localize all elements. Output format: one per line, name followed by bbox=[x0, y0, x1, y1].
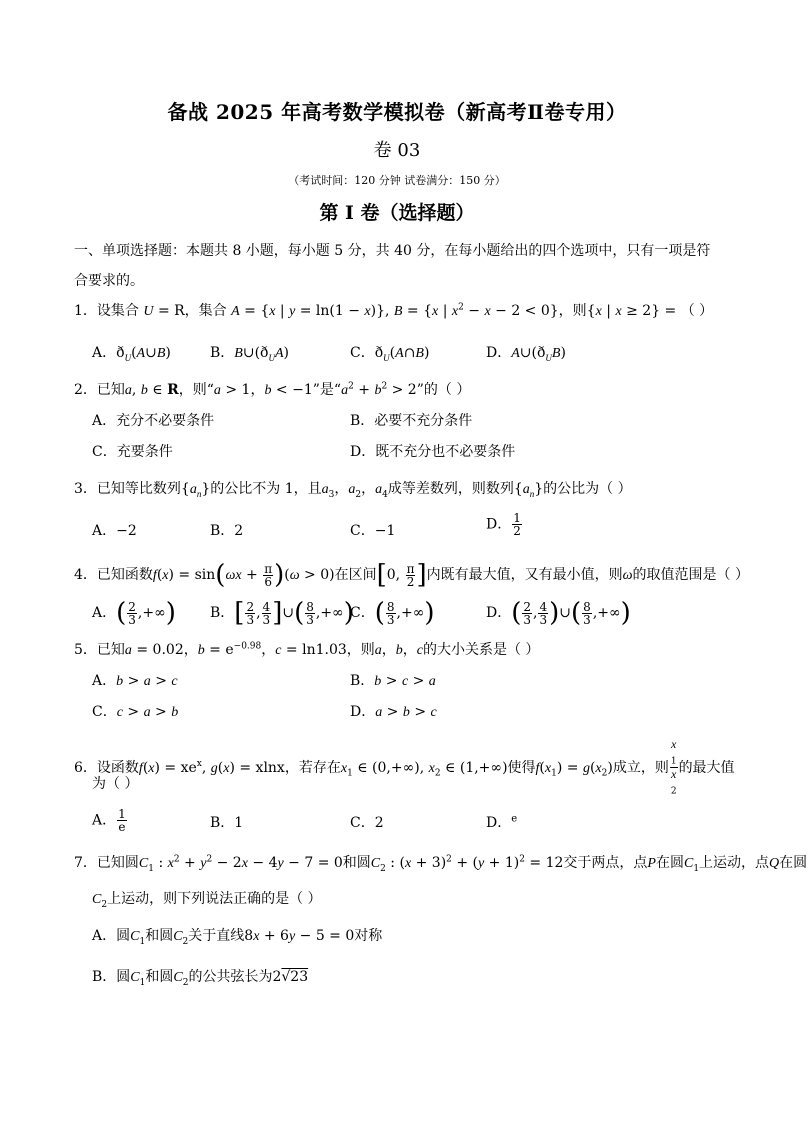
exam-subtitle: 卷 03 bbox=[373, 140, 421, 161]
q2-option-a[interactable]: A．充分不必要条件 bbox=[92, 413, 215, 429]
question-5: 5．已知a = 0.02，$b = e^{-0.98}$，c = ln1.03，则a，b，c的大小关系是（ ） bbox=[74, 641, 540, 658]
q4-option-c[interactable]: C．( $\frac{8}{3}$ ,+∞) bbox=[350, 598, 435, 628]
q2-option-b[interactable]: B．必要不充分条件 bbox=[350, 413, 473, 429]
question-7-cont: $C_2$上运动，则下列说法正确的是（ ） bbox=[92, 891, 322, 910]
exam-time-note: （考试时间：120 分钟 试卷满分：150 分） bbox=[288, 174, 506, 187]
question-7: 7．已知圆$C_1$ : $x^2 + y^2 - 2x - 4y - 7 = 0$和圆$C_2$ : $(x + 3)^2 + (y + 1)^2 = 12$交于两点，点P在圆$C_1$上运动，点Q在圆 bbox=[74, 854, 807, 874]
q1-option-b[interactable]: B．$B\cup(ð_UA)$ bbox=[210, 345, 290, 363]
q3-option-b[interactable]: B．2 bbox=[210, 523, 244, 539]
q4-option-b[interactable]: B．[ $\frac{2}{3}$ , $\frac{4}{3}$ ]∪( $\frac{8}{3}$ ,+∞) bbox=[210, 598, 354, 628]
question-6: 6．设函数$f(x) = xe^x$, g(x) = xlnx，若存在$x_1$ ∈ (0,+∞), $x_2$ ∈ (1,+∞)使得$f(x_1) = g(x_2)$成立，则 x $_1$ x $_2$ 的最大值 bbox=[74, 737, 735, 797]
question-6-cont: 为（ ） bbox=[92, 776, 139, 792]
q6-option-c[interactable]: C．2 bbox=[350, 815, 384, 831]
q2-option-c[interactable]: C．充要条件 bbox=[92, 444, 173, 460]
q3-option-d[interactable]: D． $\frac{1}{2}$ bbox=[486, 511, 521, 538]
q1-option-c[interactable]: C．$ð_U(A\cap B)$ bbox=[350, 345, 430, 363]
section-title: 第 I 卷（选择题） bbox=[319, 202, 475, 224]
q7-option-b[interactable]: B．圆$C_1$和圆$C_2$的公共弦长为2√23 bbox=[92, 969, 309, 988]
q5-option-a[interactable]: A．b > a > c bbox=[92, 673, 178, 689]
q6-option-a[interactable]: A． $\frac{1}{e}$ bbox=[92, 807, 126, 834]
q5-option-c[interactable]: C．c > a > b bbox=[92, 704, 179, 720]
q7-option-a[interactable]: A．圆$C_1$和圆$C_2$关于直线8x + 6y − 5 = 0对称 bbox=[92, 928, 383, 947]
q1-option-d[interactable]: D．$A\cup(ð_UB)$ bbox=[486, 345, 566, 363]
question-3: 3．已知等比数列$\{a_n\}$的公比不为 1，且$a_3$，$a_2$，$a_4$成等差数列，则数列$\{a_n\}$的公比为（ ） bbox=[74, 481, 632, 500]
exam-title: 备战 2025 年高考数学模拟卷（新高考Ⅱ卷专用） bbox=[167, 100, 627, 124]
section-intro: 一、单项选择题：本题共 8 小题，每小题 5 分，共 40 分，在每小题给出的四个选项中，只有一项是符合要求的。 bbox=[74, 243, 711, 289]
q5-option-b[interactable]: B．b > c > a bbox=[350, 673, 436, 689]
q1-option-a[interactable]: A．$ð_U(A\cup B)$ bbox=[92, 345, 171, 363]
q4-option-a[interactable]: A．( $\frac{2}{3}$ ,+∞) bbox=[92, 598, 176, 628]
q4-option-d[interactable]: D．( $\frac{2}{3}$ , $\frac{4}{3}$ )∪( $\frac{8}{3}$ ,+∞) bbox=[486, 598, 631, 628]
q6-option-b[interactable]: B．1 bbox=[210, 815, 244, 831]
question-4: 4．已知函数f(x) = sin(ωx + $\frac{\pi}{6}$ )(ω > 0)在区间[0, $\frac{\pi}{2}$ ]内既有最大值，又有最小值，则ω的取值范围是（ ） bbox=[74, 560, 749, 590]
question-1: 1．设集合 U = R，集合 A = {x | y = ln(1 − x)}, B = {x | $x^2 - x - 2 < 0$}，则{x | x ≥ 2} = （ ） bbox=[74, 302, 714, 319]
q3-option-a[interactable]: A．−2 bbox=[92, 523, 137, 539]
q6-option-d[interactable]: D．$^e$ bbox=[486, 813, 518, 831]
q5-option-d[interactable]: D．a > b > c bbox=[350, 704, 437, 720]
q2-option-d[interactable]: D．既不充分也不必要条件 bbox=[350, 444, 516, 460]
question-2: 2．已知a, b ∈ R，则“a > 1，b < −1”是“$a^2 + b^2 > 2$”的（ ） bbox=[74, 381, 471, 398]
q3-option-c[interactable]: C．−1 bbox=[350, 523, 396, 539]
